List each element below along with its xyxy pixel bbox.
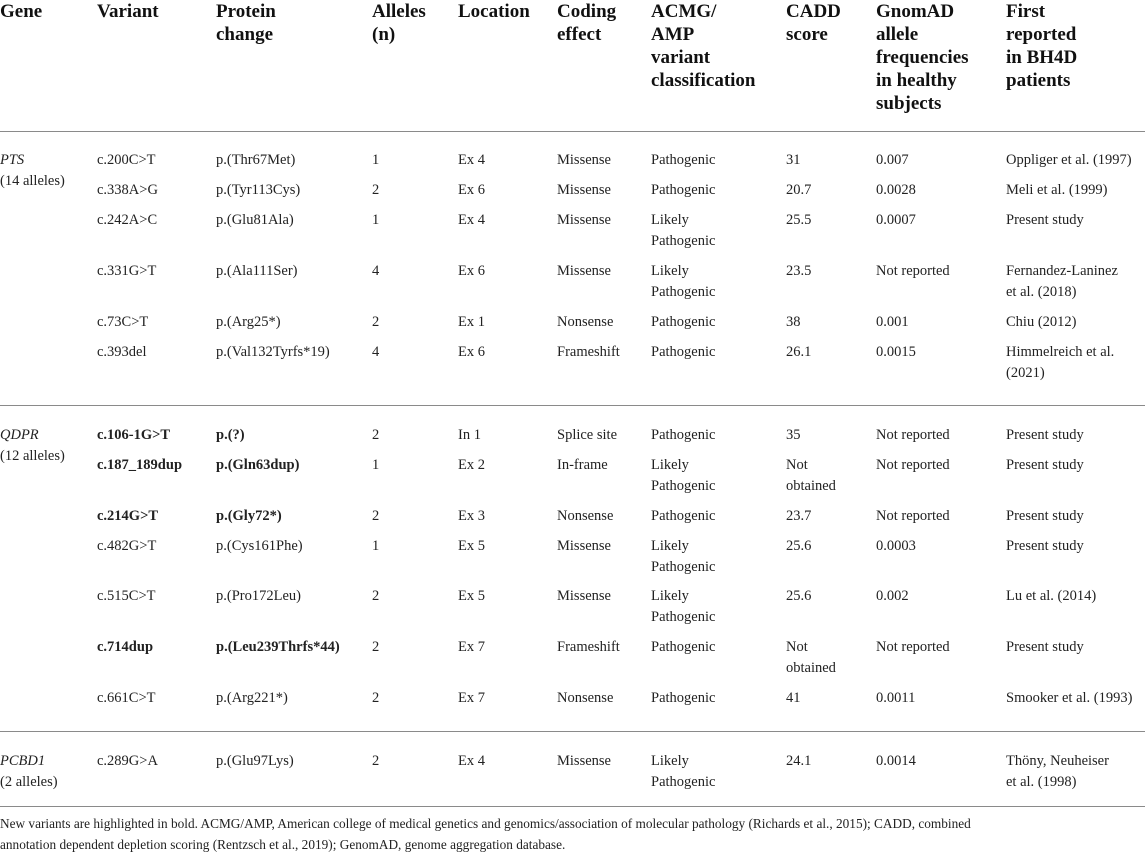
- cell-cadd-score: [786, 150, 801, 171]
- header-line: GnomAD: [876, 1, 955, 22]
- cell-first-reported: [1006, 425, 1084, 446]
- cell-line: Not: [786, 639, 808, 655]
- cell-alleles: 4: [372, 263, 380, 279]
- cell-line: 31: [786, 152, 801, 168]
- header-line: variant: [651, 47, 711, 68]
- cell-alleles: 1: [372, 457, 380, 473]
- header-line: effect: [557, 24, 602, 45]
- cell-coding-effect: Frameshift: [557, 344, 620, 360]
- cell-variant: c.242A>C: [97, 212, 158, 228]
- cell-variant: c.393del: [97, 344, 147, 360]
- cell-line: Himmelreich et al.: [1006, 344, 1115, 360]
- cell-variant: c.200C>T: [97, 152, 156, 168]
- header-line: frequencies: [876, 47, 969, 68]
- cell-line: 23.5: [786, 263, 812, 279]
- header-line: in healthy: [876, 70, 957, 91]
- cell-line: Pathogenic: [651, 182, 716, 198]
- cell-line: Likely: [651, 212, 689, 228]
- cell-first-reported: [1006, 261, 1118, 303]
- header-line: allele: [876, 24, 919, 45]
- header-line: Gene: [0, 1, 43, 22]
- header-line: Location: [458, 1, 530, 22]
- header-line: AMP: [651, 24, 695, 45]
- footnote-line: New variants are highlighted in bold. ACMG/AMP, American college of medical genetics and genomics/association of molecular pathology (Richards et al., 2015); CADD, combined: [0, 816, 971, 831]
- cell-line: 35: [786, 427, 801, 443]
- cell-location: Ex 4: [458, 212, 485, 228]
- cell-line: 41: [786, 690, 801, 706]
- header-rule: [0, 131, 1145, 132]
- column-header-coding-effect: [557, 0, 616, 46]
- cell-gnomad-frequency: 0.002: [876, 588, 909, 604]
- cell-line: Not: [786, 457, 808, 473]
- cell-protein-change: p.(Glu97Lys): [216, 753, 294, 769]
- cell-location: Ex 2: [458, 457, 485, 473]
- cell-acmg-classification: [651, 506, 715, 527]
- cell-alleles: 1: [372, 212, 380, 228]
- cell-variant: c.331G>T: [97, 263, 157, 279]
- column-header-gene: [0, 0, 42, 23]
- cell-coding-effect: Missense: [557, 753, 611, 769]
- cell-cadd-score: [786, 425, 801, 446]
- cell-variant: c.73C>T: [97, 314, 149, 330]
- cell-line: 25.5: [786, 212, 812, 228]
- cell-alleles: 4: [372, 344, 380, 360]
- cell-line: Likely: [651, 538, 689, 554]
- cell-gnomad-frequency: 0.0015: [876, 344, 916, 360]
- cell-variant: c.106-1G>T: [97, 427, 171, 443]
- cell-protein-change: p.(Cys161Phe): [216, 538, 303, 554]
- cell-cadd-score: [786, 536, 811, 557]
- cell-cadd-score: [786, 506, 811, 527]
- cell-line: Pathogenic: [651, 314, 716, 330]
- column-header-acmg-classification: [651, 0, 756, 92]
- cell-line: Pathogenic: [651, 639, 716, 655]
- cell-line: (2021): [1006, 365, 1045, 381]
- cell-cadd-score: [786, 455, 836, 497]
- cell-protein-change: p.(Arg221*): [216, 690, 288, 706]
- cell-line: Present study: [1006, 212, 1084, 228]
- cell-cadd-score: [786, 210, 811, 231]
- cell-coding-effect: In-frame: [557, 457, 608, 473]
- cell-line: 38: [786, 314, 801, 330]
- gene-alleles: (14 alleles): [0, 173, 65, 189]
- cell-acmg-classification: [651, 455, 715, 497]
- cell-coding-effect: Missense: [557, 263, 611, 279]
- cell-line: 23.7: [786, 508, 812, 524]
- cell-acmg-classification: [651, 150, 715, 171]
- cell-line: Pathogenic: [651, 152, 716, 168]
- cell-line: Pathogenic: [651, 774, 716, 790]
- header-line: CADD: [786, 1, 841, 22]
- cell-gnomad-frequency: Not reported: [876, 263, 950, 279]
- gene-alleles: (12 alleles): [0, 448, 65, 464]
- cell-first-reported: [1006, 210, 1084, 231]
- gene-name: PCBD1: [0, 753, 46, 769]
- gene-name: QDPR: [0, 427, 39, 443]
- cell-location: Ex 7: [458, 690, 485, 706]
- cell-location: Ex 6: [458, 344, 485, 360]
- cell-line: Present study: [1006, 427, 1084, 443]
- header-line: Coding: [557, 1, 617, 22]
- cell-location: Ex 6: [458, 263, 485, 279]
- cell-line: et al. (1998): [1006, 774, 1077, 790]
- cell-variant: c.482G>T: [97, 538, 157, 554]
- cell-line: Lu et al. (2014): [1006, 588, 1097, 604]
- cell-gnomad-frequency: 0.007: [876, 152, 909, 168]
- cell-line: Likely: [651, 588, 689, 604]
- cell-variant: c.214G>T: [97, 508, 159, 524]
- cell-line: obtained: [786, 660, 836, 676]
- cell-gnomad-frequency: Not reported: [876, 639, 950, 655]
- cell-alleles: 2: [372, 427, 380, 443]
- cell-first-reported: [1006, 312, 1076, 333]
- cell-acmg-classification: [651, 425, 715, 446]
- cell-line: Pathogenic: [651, 690, 716, 706]
- header-line: Alleles: [372, 1, 426, 22]
- cell-first-reported: [1006, 455, 1084, 476]
- cell-coding-effect: Nonsense: [557, 690, 614, 706]
- cell-gnomad-frequency: 0.001: [876, 314, 909, 330]
- header-line: ACMG/: [651, 1, 717, 22]
- cell-line: Likely: [651, 753, 689, 769]
- cell-gnomad-frequency: Not reported: [876, 427, 950, 443]
- cell-alleles: 2: [372, 588, 380, 604]
- cell-first-reported: [1006, 150, 1132, 171]
- cell-line: Chiu (2012): [1006, 314, 1077, 330]
- cell-coding-effect: Missense: [557, 182, 611, 198]
- cell-line: Present study: [1006, 508, 1084, 524]
- table-footnote: [0, 813, 1145, 855]
- cell-first-reported: [1006, 506, 1084, 527]
- cell-coding-effect: Missense: [557, 212, 611, 228]
- header-line: score: [786, 24, 828, 45]
- gene-name: PTS: [0, 152, 25, 168]
- cell-alleles: 2: [372, 314, 380, 330]
- cell-coding-effect: Missense: [557, 588, 611, 604]
- cell-first-reported: [1006, 751, 1109, 793]
- cell-coding-effect: Frameshift: [557, 639, 620, 655]
- cell-protein-change: p.(Pro172Leu): [216, 588, 301, 604]
- cell-line: Oppliger et al. (1997): [1006, 152, 1132, 168]
- cell-line: Pathogenic: [651, 508, 716, 524]
- cell-alleles: 1: [372, 152, 380, 168]
- cell-acmg-classification: [651, 261, 715, 303]
- cell-cadd-score: [786, 637, 836, 679]
- cell-protein-change: p.(Arg25*): [216, 314, 281, 330]
- cell-first-reported: [1006, 180, 1107, 201]
- cell-variant: c.289G>A: [97, 753, 158, 769]
- cell-line: Smooker et al. (1993): [1006, 690, 1133, 706]
- cell-location: Ex 4: [458, 753, 485, 769]
- cell-gnomad-frequency: Not reported: [876, 457, 950, 473]
- cell-alleles: 2: [372, 508, 380, 524]
- cell-line: Thöny, Neuheiser: [1006, 753, 1109, 769]
- cell-line: Pathogenic: [651, 478, 716, 494]
- cell-cadd-score: [786, 688, 801, 709]
- cell-line: Present study: [1006, 538, 1084, 554]
- cell-line: 20.7: [786, 182, 812, 198]
- cell-acmg-classification: [651, 688, 715, 709]
- cell-location: Ex 4: [458, 152, 485, 168]
- header-line: in BH4D: [1006, 47, 1078, 68]
- cell-protein-change: p.(Gly72*): [216, 508, 282, 524]
- cell-gnomad-frequency: 0.0003: [876, 538, 916, 554]
- header-line: First: [1006, 1, 1046, 22]
- header-line: subjects: [876, 93, 942, 114]
- cell-acmg-classification: [651, 312, 715, 333]
- cell-variant: c.338A>G: [97, 182, 158, 198]
- header-line: Variant: [97, 1, 159, 22]
- cell-gnomad-frequency: Not reported: [876, 508, 950, 524]
- cell-first-reported: [1006, 342, 1114, 384]
- cell-variant: c.515C>T: [97, 588, 156, 604]
- cell-line: Pathogenic: [651, 344, 716, 360]
- cell-line: Present study: [1006, 639, 1084, 655]
- cell-variant: c.714dup: [97, 639, 154, 655]
- cell-line: 25.6: [786, 538, 812, 554]
- cell-line: Pathogenic: [651, 427, 716, 443]
- cell-protein-change: p.(Tyr113Cys): [216, 182, 301, 198]
- cell-gnomad-frequency: 0.0028: [876, 182, 916, 198]
- cell-acmg-classification: [651, 586, 715, 628]
- cell-alleles: 2: [372, 182, 380, 198]
- column-header-location: [458, 0, 530, 23]
- cell-location: In 1: [458, 427, 481, 443]
- cell-line: Pathogenic: [651, 609, 716, 625]
- section-rule: [0, 806, 1145, 807]
- cell-line: obtained: [786, 478, 836, 494]
- cell-cadd-score: [786, 180, 811, 201]
- cell-first-reported: [1006, 536, 1084, 557]
- header-line: classification: [651, 70, 756, 91]
- cell-location: Ex 5: [458, 588, 485, 604]
- cell-variant: c.661C>T: [97, 690, 156, 706]
- cell-line: Pathogenic: [651, 233, 716, 249]
- header-line: (n): [372, 24, 396, 45]
- cell-line: 24.1: [786, 753, 812, 769]
- cell-line: Likely: [651, 263, 689, 279]
- cell-cadd-score: [786, 342, 811, 363]
- header-line: patients: [1006, 70, 1071, 91]
- header-line: change: [216, 24, 273, 45]
- cell-coding-effect: Missense: [557, 152, 611, 168]
- gene-label: [0, 425, 65, 467]
- cell-protein-change: p.(Glu81Ala): [216, 212, 294, 228]
- cell-location: Ex 3: [458, 508, 485, 524]
- cell-location: Ex 1: [458, 314, 485, 330]
- cell-line: Meli et al. (1999): [1006, 182, 1108, 198]
- cell-line: et al. (2018): [1006, 284, 1077, 300]
- cell-protein-change: p.(Gln63dup): [216, 457, 300, 473]
- gene-label: [0, 150, 65, 192]
- cell-variant: c.187_189dup: [97, 457, 183, 473]
- cell-gnomad-frequency: 0.0014: [876, 753, 916, 769]
- cell-acmg-classification: [651, 751, 715, 793]
- footnote-line: annotation dependent depletion scoring (Rentzsch et al., 2019); GenomAD, genome aggregation database.: [0, 837, 566, 852]
- cell-acmg-classification: [651, 180, 715, 201]
- cell-first-reported: [1006, 586, 1096, 607]
- cell-first-reported: [1006, 637, 1084, 658]
- section-rule: [0, 405, 1145, 406]
- cell-acmg-classification: [651, 342, 715, 363]
- cell-coding-effect: Missense: [557, 538, 611, 554]
- cell-location: Ex 6: [458, 182, 485, 198]
- cell-coding-effect: Nonsense: [557, 508, 614, 524]
- column-header-first-reported: [1006, 0, 1077, 92]
- cell-acmg-classification: [651, 210, 715, 252]
- cell-line: Fernandez-Laninez: [1006, 263, 1118, 279]
- section-rule: [0, 731, 1145, 732]
- header-line: Protein: [216, 1, 276, 22]
- cell-cadd-score: [786, 261, 811, 282]
- column-header-alleles: [372, 0, 426, 46]
- header-line: reported: [1006, 24, 1077, 45]
- cell-protein-change: p.(Thr67Met): [216, 152, 296, 168]
- cell-line: Pathogenic: [651, 559, 716, 575]
- cell-location: Ex 7: [458, 639, 485, 655]
- cell-cadd-score: [786, 312, 801, 333]
- cell-coding-effect: Nonsense: [557, 314, 614, 330]
- column-header-cadd-score: [786, 0, 841, 46]
- cell-first-reported: [1006, 688, 1132, 709]
- cell-alleles: 2: [372, 690, 380, 706]
- cell-alleles: 1: [372, 538, 380, 554]
- cell-gnomad-frequency: 0.0007: [876, 212, 916, 228]
- cell-line: Pathogenic: [651, 284, 716, 300]
- gene-alleles: (2 alleles): [0, 774, 58, 790]
- cell-protein-change: p.(Leu239Thrfs*44): [216, 639, 340, 655]
- cell-alleles: 2: [372, 753, 380, 769]
- cell-line: Likely: [651, 457, 689, 473]
- cell-line: 25.6: [786, 588, 812, 604]
- cell-gnomad-frequency: 0.0011: [876, 690, 916, 706]
- cell-location: Ex 5: [458, 538, 485, 554]
- cell-line: Present study: [1006, 457, 1084, 473]
- column-header-gnomad-frequency: [876, 0, 969, 115]
- cell-protein-change: p.(Val132Tyrfs*19): [216, 344, 330, 360]
- column-header-protein-change: [216, 0, 276, 46]
- cell-acmg-classification: [651, 536, 715, 578]
- cell-protein-change: p.(Ala111Ser): [216, 263, 298, 279]
- cell-cadd-score: [786, 751, 811, 772]
- gene-label: [0, 751, 58, 793]
- cell-protein-change: p.(?): [216, 427, 245, 443]
- cell-coding-effect: Splice site: [557, 427, 618, 443]
- cell-cadd-score: [786, 586, 811, 607]
- cell-line: 26.1: [786, 344, 812, 360]
- cell-alleles: 2: [372, 639, 380, 655]
- cell-acmg-classification: [651, 637, 715, 658]
- column-header-variant: [97, 0, 159, 23]
